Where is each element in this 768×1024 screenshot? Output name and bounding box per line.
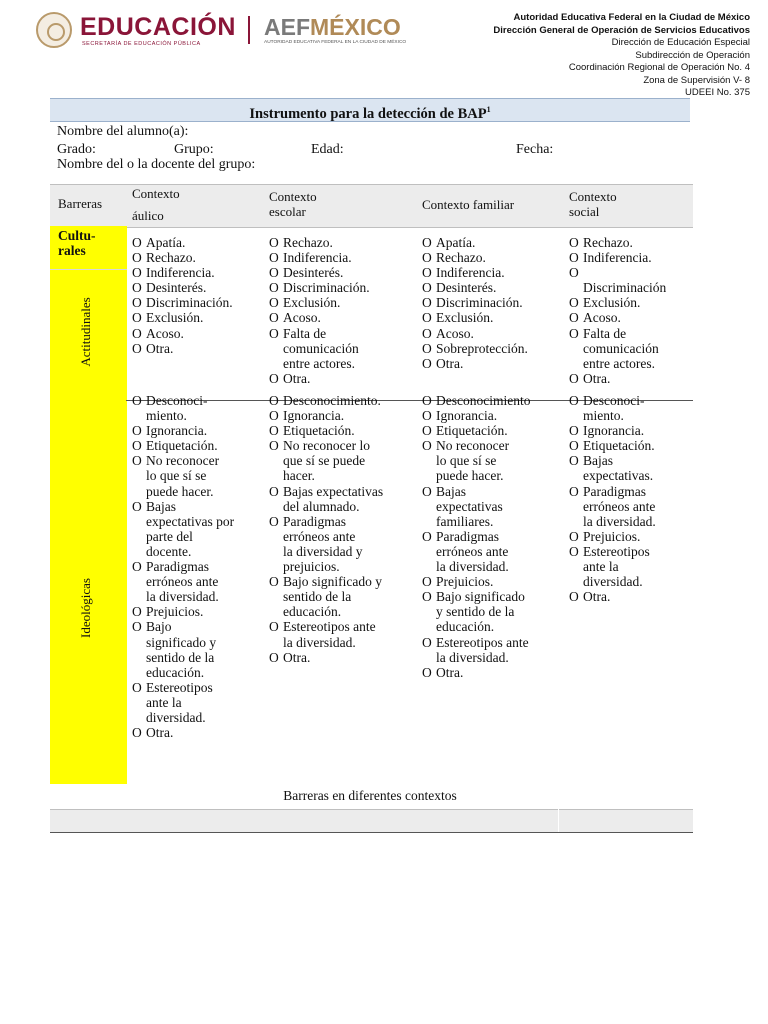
checklist-item-label: Estereotipos ante la diversidad. (583, 543, 650, 590)
checklist-item (422, 665, 562, 680)
checklist-item (422, 589, 562, 634)
circle-checkbox-icon[interactable]: O (132, 559, 142, 575)
checklist-item (569, 250, 694, 265)
checklist-item-label: Exclusión. (146, 310, 204, 326)
checklist-item-label: Desconocimiento. (283, 393, 381, 408)
checklist-item-label: Discriminación. (436, 295, 523, 311)
checklist-item-label: Acoso. (436, 325, 474, 341)
checklist-item (269, 265, 414, 280)
circle-checkbox-icon[interactable]: O (132, 340, 142, 356)
checklist-item-label: Exclusión. (583, 295, 641, 311)
circle-checkbox-icon[interactable]: O (569, 325, 579, 341)
checklist-item (569, 265, 694, 295)
header-line: Coordinación Regional de Operación No. 4 (568, 62, 750, 73)
actitudinales-aulico-list (132, 235, 262, 356)
checklist-item (269, 310, 414, 325)
circle-checkbox-icon[interactable]: O (269, 310, 279, 326)
checklist-item-label: Rechazo. (146, 250, 196, 266)
checklist-item-label: Ignorancia. (583, 423, 645, 439)
circle-checkbox-icon[interactable]: O (269, 370, 279, 386)
circle-checkbox-icon[interactable]: O (569, 453, 579, 469)
circle-checkbox-icon[interactable]: O (269, 423, 279, 439)
header-contexto-familiar: Contexto familiar (422, 197, 515, 212)
circle-checkbox-icon[interactable]: O (132, 423, 142, 439)
circle-checkbox-icon[interactable]: O (269, 393, 279, 408)
circle-checkbox-icon[interactable]: O (422, 250, 432, 266)
row-label-actitudinales: Actitudinales (78, 297, 93, 367)
circle-checkbox-icon[interactable]: O (422, 355, 432, 371)
checklist-item (569, 544, 694, 589)
checklist-item (132, 453, 262, 498)
table-caption: Barreras en diferentes contextos (283, 788, 457, 803)
row-label-divider (50, 269, 127, 270)
checklist-item-label: Exclusión. (436, 310, 494, 326)
header-line: Dirección de Educación Especial (611, 37, 750, 48)
actitudinales-familiar-list (422, 235, 562, 371)
circle-checkbox-icon[interactable]: O (269, 280, 279, 296)
checklist-item-label: Bajo significado y sentido de la educación. (436, 589, 525, 635)
circle-checkbox-icon[interactable]: O (422, 589, 432, 605)
checklist-item-label: Otra. (436, 664, 464, 680)
document-title: Instrumento para la detección de BAP$^1$ (50, 98, 690, 122)
checklist-item (569, 371, 694, 386)
checklist-item (569, 423, 694, 438)
checklist-item-label: No reconocer lo que sí se puede hacer. (146, 453, 220, 499)
circle-checkbox-icon[interactable]: O (569, 438, 579, 454)
checklist-item-label: Paradigmas erróneos ante la diversidad. (146, 559, 219, 605)
aef-logo (264, 12, 424, 48)
checklist-item (132, 619, 262, 679)
circle-checkbox-icon[interactable]: O (269, 235, 279, 250)
row-label-culturales: Cultu- rales (58, 228, 96, 258)
checklist-item-label: Bajas expectativas por parte del docente. (146, 498, 235, 559)
header-line: Dirección General de Operación de Servicios Educativos (493, 24, 750, 36)
logo-divider (248, 16, 250, 44)
aef-logo-title: AEFMÉXICO (264, 14, 401, 40)
checklist-item (132, 423, 262, 438)
group-label: Grupo: (174, 142, 214, 157)
header-line: UDEEI No. 375 (685, 87, 750, 98)
circle-checkbox-icon[interactable]: O (422, 664, 432, 680)
checklist-item (569, 438, 694, 453)
checklist-item-label: Prejuicios. (583, 528, 641, 544)
aef-logo-subtitle: AUTORIDAD EDUCATIVA FEDERAL EN LA CIUDAD DE MÉXICO (264, 40, 407, 45)
checklist-item (269, 250, 414, 265)
checklist-item-label: No reconocer lo que sí se puede hacer. (283, 438, 370, 484)
checklist-item-label: Desconoci- miento. (583, 393, 645, 424)
circle-checkbox-icon[interactable]: O (422, 280, 432, 296)
checklist-item (422, 265, 562, 280)
circle-checkbox-icon[interactable]: O (132, 393, 142, 408)
row-label-ideologicas: Ideológicas (78, 578, 93, 638)
checklist-item-label: Otra. (146, 340, 174, 356)
actitudinales-social-list (569, 235, 694, 386)
checklist-item (569, 326, 694, 371)
checklist-item (569, 484, 694, 529)
checklist-item-label: Bajas expectativas. (583, 453, 654, 484)
checklist-item-label: Indiferencia. (283, 250, 352, 266)
checklist-item (269, 619, 414, 649)
title-footnote-mark: 1 (486, 105, 491, 114)
checklist-item (132, 235, 262, 250)
checklist-item-label: Ignorancia. (146, 423, 208, 439)
circle-checkbox-icon[interactable]: O (269, 408, 279, 424)
checklist-item-label: Discriminación. (146, 295, 233, 311)
checklist-item-label: Acoso. (583, 310, 621, 326)
checklist-item-label: Desconocimiento (436, 393, 531, 408)
checklist-item-label: Indiferencia. (436, 265, 505, 281)
circle-checkbox-icon[interactable]: O (422, 483, 432, 499)
checklist-item-label: Desinterés. (146, 280, 207, 296)
circle-checkbox-icon[interactable]: O (132, 280, 142, 296)
circle-checkbox-icon[interactable]: O (269, 574, 279, 590)
header-line: Subdirección de Operación (635, 49, 750, 61)
checklist-item (422, 280, 562, 295)
circle-checkbox-icon[interactable]: O (132, 265, 142, 281)
circle-checkbox-icon[interactable]: O (422, 393, 432, 408)
checklist-item-label: Etiquetación. (436, 423, 508, 439)
circle-checkbox-icon[interactable]: O (569, 423, 579, 439)
checklist-item (569, 310, 694, 325)
checklist-item-label: Desinterés. (436, 280, 497, 296)
checklist-item-label: Otra. (436, 355, 464, 371)
checklist-item (569, 589, 694, 604)
circle-checkbox-icon[interactable]: O (269, 513, 279, 529)
circle-checkbox-icon[interactable]: O (132, 679, 142, 695)
ideologicas-social-list (569, 393, 694, 604)
checklist-item-label: Paradigmas erróneos ante la diversidad. (436, 528, 509, 575)
table-header (50, 184, 693, 228)
header-contexto-escolar: Contexto escolar (269, 189, 317, 219)
circle-checkbox-icon[interactable]: O (422, 438, 432, 454)
checklist-item-label: Estereotipos ante la diversidad. (146, 679, 213, 725)
checklist-item (269, 408, 414, 423)
actitudinales-escolar-list (269, 235, 414, 386)
checklist-item-label: Otra. (583, 370, 611, 386)
checklist-item (132, 265, 262, 280)
checklist-item-label: Rechazo. (583, 235, 633, 250)
circle-checkbox-icon[interactable]: O (132, 725, 142, 741)
circle-checkbox-icon[interactable]: O (422, 528, 432, 544)
circle-checkbox-icon[interactable]: O (569, 310, 579, 326)
circle-checkbox-icon[interactable]: O (269, 250, 279, 266)
circle-checkbox-icon[interactable]: O (132, 235, 142, 250)
checklist-item (569, 235, 694, 250)
checklist-item-label: Sobreprotección. (436, 340, 528, 356)
checklist-item (132, 499, 262, 559)
circle-checkbox-icon[interactable]: O (269, 295, 279, 311)
circle-checkbox-icon[interactable]: O (422, 325, 432, 341)
checklist-item (422, 574, 562, 589)
ideologicas-escolar-list (269, 393, 414, 665)
circle-checkbox-icon[interactable]: O (422, 340, 432, 356)
checklist-item-label: Etiquetación. (146, 438, 218, 454)
circle-checkbox-icon[interactable]: O (269, 265, 279, 281)
checklist-item-label: Indiferencia. (146, 265, 215, 281)
footer-bar (50, 809, 693, 833)
checklist-item (269, 393, 414, 408)
grade-label: Grado: (57, 142, 96, 157)
checklist-item-label: Acoso. (146, 325, 184, 341)
ideologicas-familiar-list (422, 393, 562, 680)
checklist-item-label: Falta de comunicación entre actores. (283, 325, 359, 371)
checklist-item (422, 295, 562, 310)
circle-checkbox-icon[interactable]: O (422, 574, 432, 590)
checklist-item (422, 393, 562, 408)
sep-logo-title: EDUCACIÓN (80, 13, 236, 41)
circle-checkbox-icon[interactable]: O (422, 408, 432, 424)
checklist-item-label: Desconoci- miento. (146, 393, 208, 424)
checklist-item (132, 326, 262, 341)
checklist-item (422, 250, 562, 265)
circle-checkbox-icon[interactable]: O (422, 423, 432, 439)
checklist-item (132, 438, 262, 453)
checklist-item-label: Paradigmas erróneos ante la diversidad. (583, 483, 656, 529)
checklist-item (422, 423, 562, 438)
circle-checkbox-icon[interactable]: O (132, 453, 142, 469)
checklist-item (132, 310, 262, 325)
checklist-item-label: Acoso. (283, 310, 321, 326)
header-line: Zona de Supervisión V- 8 (643, 74, 750, 86)
checklist-item (569, 453, 694, 483)
checklist-item-label: Apatía. (436, 235, 476, 250)
checklist-item (269, 423, 414, 438)
checklist-item (422, 438, 562, 483)
checklist-item-label: Bajo significado y sentido de la educación. (283, 574, 382, 620)
checklist-item-label: Desinterés. (283, 265, 344, 281)
circle-checkbox-icon[interactable]: O (132, 310, 142, 326)
checklist-item (132, 295, 262, 310)
teacher-name-label: Nombre del o la docente del grupo: (57, 157, 256, 172)
sep-logo (36, 12, 246, 48)
checklist-item (132, 604, 262, 619)
institution-header (493, 12, 750, 100)
checklist-item-label: Apatía. (146, 235, 186, 250)
header-barreras: Barreras (58, 196, 103, 211)
circle-checkbox-icon[interactable]: O (132, 250, 142, 266)
checklist-item-label: Estereotipos ante la diversidad. (283, 619, 376, 650)
checklist-item (269, 438, 414, 483)
checklist-item (269, 650, 414, 665)
checklist-item-label: Etiquetación. (283, 423, 355, 439)
circle-checkbox-icon[interactable]: O (422, 295, 432, 311)
student-name-label: Nombre del alumno(a): (57, 124, 189, 139)
circle-checkbox-icon[interactable]: O (132, 619, 142, 635)
checklist-item (269, 295, 414, 310)
checklist-item (132, 725, 262, 740)
checklist-item-label: Exclusión. (283, 295, 341, 311)
checklist-item-label: Discriminación (583, 280, 667, 296)
checklist-item (569, 295, 694, 310)
circle-checkbox-icon[interactable]: O (569, 265, 579, 281)
circle-checkbox-icon[interactable]: O (569, 250, 579, 266)
header-contexto-social: Contexto social (569, 189, 617, 219)
circle-checkbox-icon[interactable]: O (569, 370, 579, 386)
date-label: Fecha: (516, 142, 554, 157)
circle-checkbox-icon[interactable]: O (269, 325, 279, 341)
checklist-item-label: Rechazo. (283, 235, 333, 250)
checklist-item (422, 408, 562, 423)
checklist-item (132, 393, 262, 423)
circle-checkbox-icon[interactable]: O (422, 634, 432, 650)
checklist-item (422, 635, 562, 665)
checklist-item-label: Indiferencia. (583, 250, 652, 266)
circle-checkbox-icon[interactable]: O (569, 235, 579, 250)
checklist-item-label: No reconocer lo que sí se puede hacer. (436, 438, 510, 484)
checklist-item (132, 280, 262, 295)
circle-checkbox-icon[interactable]: O (269, 483, 279, 499)
header-contexto-aulico: Contexto áulico (132, 186, 180, 223)
checklist-item-label: Otra. (146, 725, 174, 741)
checklist-item-label: Estereotipos ante la diversidad. (436, 634, 529, 665)
circle-checkbox-icon[interactable]: O (422, 310, 432, 326)
checklist-item-label: Ignorancia. (283, 408, 345, 424)
checklist-item-label: Prejuicios. (146, 604, 204, 620)
checklist-item (422, 341, 562, 356)
circle-checkbox-icon[interactable]: O (569, 483, 579, 499)
checklist-item-label: Prejuicios. (436, 574, 494, 590)
circle-checkbox-icon[interactable]: O (422, 235, 432, 250)
checklist-item (269, 574, 414, 619)
circle-checkbox-icon[interactable]: O (569, 543, 579, 559)
checklist-item-label: Otra. (583, 589, 611, 605)
circle-checkbox-icon[interactable]: O (569, 528, 579, 544)
circle-checkbox-icon[interactable]: O (269, 619, 279, 635)
checklist-item (269, 326, 414, 371)
checklist-item-label: Rechazo. (436, 250, 486, 266)
checklist-item (422, 484, 562, 529)
checklist-item (132, 559, 262, 604)
circle-checkbox-icon[interactable]: O (132, 438, 142, 454)
circle-checkbox-icon[interactable]: O (269, 438, 279, 454)
checklist-item (422, 235, 562, 250)
age-label: Edad: (311, 142, 344, 157)
checklist-item (269, 484, 414, 514)
checklist-item-label: Bajo significado y sentido de la educación. (146, 619, 217, 680)
checklist-item-label: Ignorancia. (436, 408, 498, 424)
checklist-item (269, 371, 414, 386)
checklist-item-label: Otra. (283, 649, 311, 665)
checklist-item (422, 529, 562, 574)
circle-checkbox-icon[interactable]: O (422, 265, 432, 281)
circle-checkbox-icon[interactable]: O (132, 295, 142, 311)
header-line: Autoridad Educativa Federal en la Ciudad de México (513, 12, 750, 23)
checklist-item (569, 529, 694, 544)
checklist-item (422, 356, 562, 371)
checklist-item-label: Etiquetación. (583, 438, 655, 454)
footer-bar-split (558, 809, 559, 832)
circle-checkbox-icon[interactable]: O (569, 295, 579, 311)
circle-checkbox-icon[interactable]: O (569, 393, 579, 408)
circle-checkbox-icon[interactable]: O (269, 649, 279, 665)
circle-checkbox-icon[interactable]: O (132, 325, 142, 341)
circle-checkbox-icon[interactable]: O (132, 604, 142, 620)
checklist-item (269, 280, 414, 295)
checklist-item (569, 393, 694, 423)
checklist-item (132, 341, 262, 356)
checklist-item-label: Otra. (283, 370, 311, 386)
circle-checkbox-icon[interactable]: O (132, 498, 142, 514)
sep-logo-subtitle: SECRETARÍA DE EDUCACIÓN PÚBLICA (82, 41, 201, 47)
checklist-item (422, 326, 562, 341)
national-seal-icon (36, 12, 72, 48)
checklist-item (132, 680, 262, 725)
checklist-item (269, 514, 414, 574)
checklist-item (269, 235, 414, 250)
checklist-item-label: Discriminación. (283, 280, 370, 296)
checklist-item (422, 310, 562, 325)
checklist-item-label: Bajas expectativas familiares. (436, 483, 503, 529)
checklist-item (132, 250, 262, 265)
checklist-item-label: Paradigmas erróneos ante la diversidad y prejuicios. (283, 513, 363, 575)
circle-checkbox-icon[interactable]: O (569, 589, 579, 605)
checklist-item-label: Bajas expectativas del alumnado. (283, 483, 384, 514)
ideologicas-aulico-list (132, 393, 262, 740)
checklist-item-label: Falta de comunicación entre actores. (583, 325, 659, 371)
